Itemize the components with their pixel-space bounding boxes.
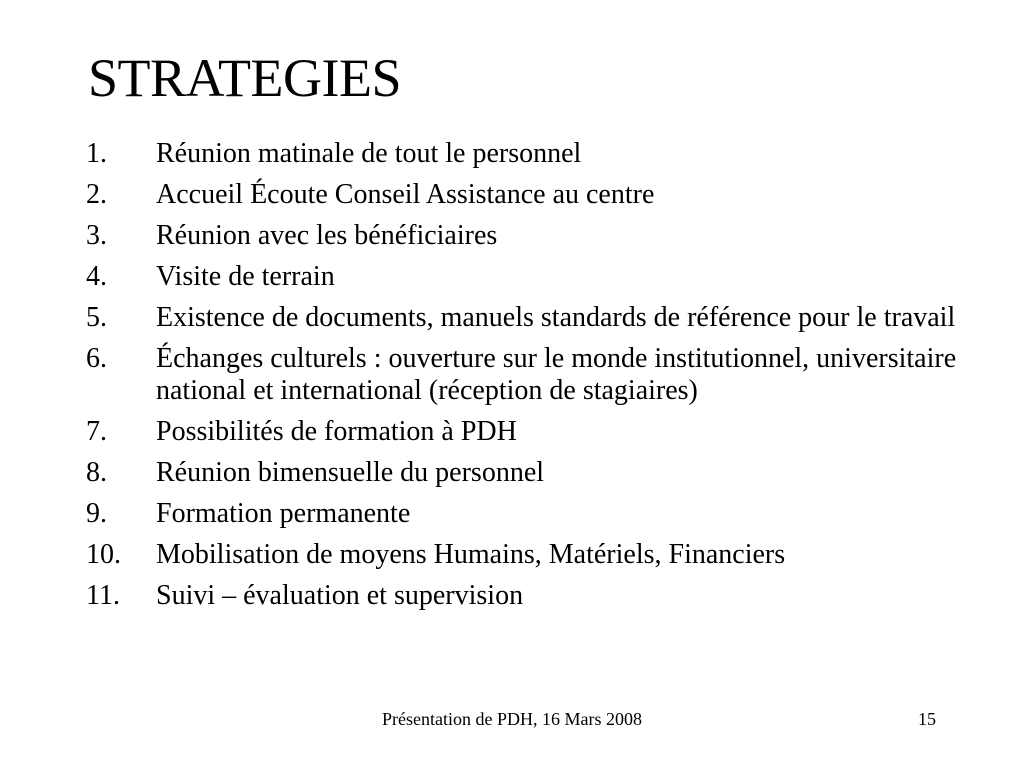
list-item-number: 6. (86, 343, 107, 374)
list-item-number: 1. (86, 138, 107, 169)
list-item-text: Existence de documents, manuels standards de référence pour le travail (156, 302, 956, 333)
list-item (86, 580, 966, 612)
list-item-text: Formation permanente (156, 498, 411, 529)
list-item-number: 2. (86, 179, 107, 210)
list-item (86, 539, 966, 571)
list-item (86, 343, 966, 407)
list-item (86, 179, 966, 211)
list-item-number: 4. (86, 261, 107, 292)
list-item-text: Échanges culturels : ouverture sur le monde institutionnel, universitaire national et international (réception de stagiaires) (156, 343, 957, 406)
list-item-text: Réunion avec les bénéficiaires (156, 220, 498, 251)
list-item (86, 302, 966, 334)
list-item-number: 3. (86, 220, 107, 251)
list-item-number: 11. (86, 580, 120, 611)
list-item-text: Accueil Écoute Conseil Assistance au centre (156, 179, 655, 210)
list-item-number: 9. (86, 498, 107, 529)
list-item-text: Mobilisation de moyens Humains, Matériels, Financiers (156, 539, 786, 570)
strategy-list (86, 138, 966, 621)
list-item (86, 416, 966, 448)
list-item-number: 10. (86, 539, 121, 570)
slide-title: STRATEGIES (88, 48, 402, 108)
list-item-text: Suivi – évaluation et supervision (156, 580, 524, 611)
list-item-number: 7. (86, 416, 107, 447)
list-item (86, 261, 966, 293)
list-item-text: Possibilités de formation à PDH (156, 416, 517, 447)
list-item (86, 220, 966, 252)
list-item-number: 8. (86, 457, 107, 488)
list-item (86, 498, 966, 530)
list-item (86, 457, 966, 489)
list-item-number: 5. (86, 302, 107, 333)
footer-text: Présentation de PDH, 16 Mars 2008 (382, 709, 642, 729)
list-item-text: Réunion matinale de tout le personnel (156, 138, 582, 169)
list-item-text: Visite de terrain (156, 261, 335, 292)
list-item-text: Réunion bimensuelle du personnel (156, 457, 545, 488)
page-number: 15 (918, 709, 936, 729)
list-item (86, 138, 966, 170)
